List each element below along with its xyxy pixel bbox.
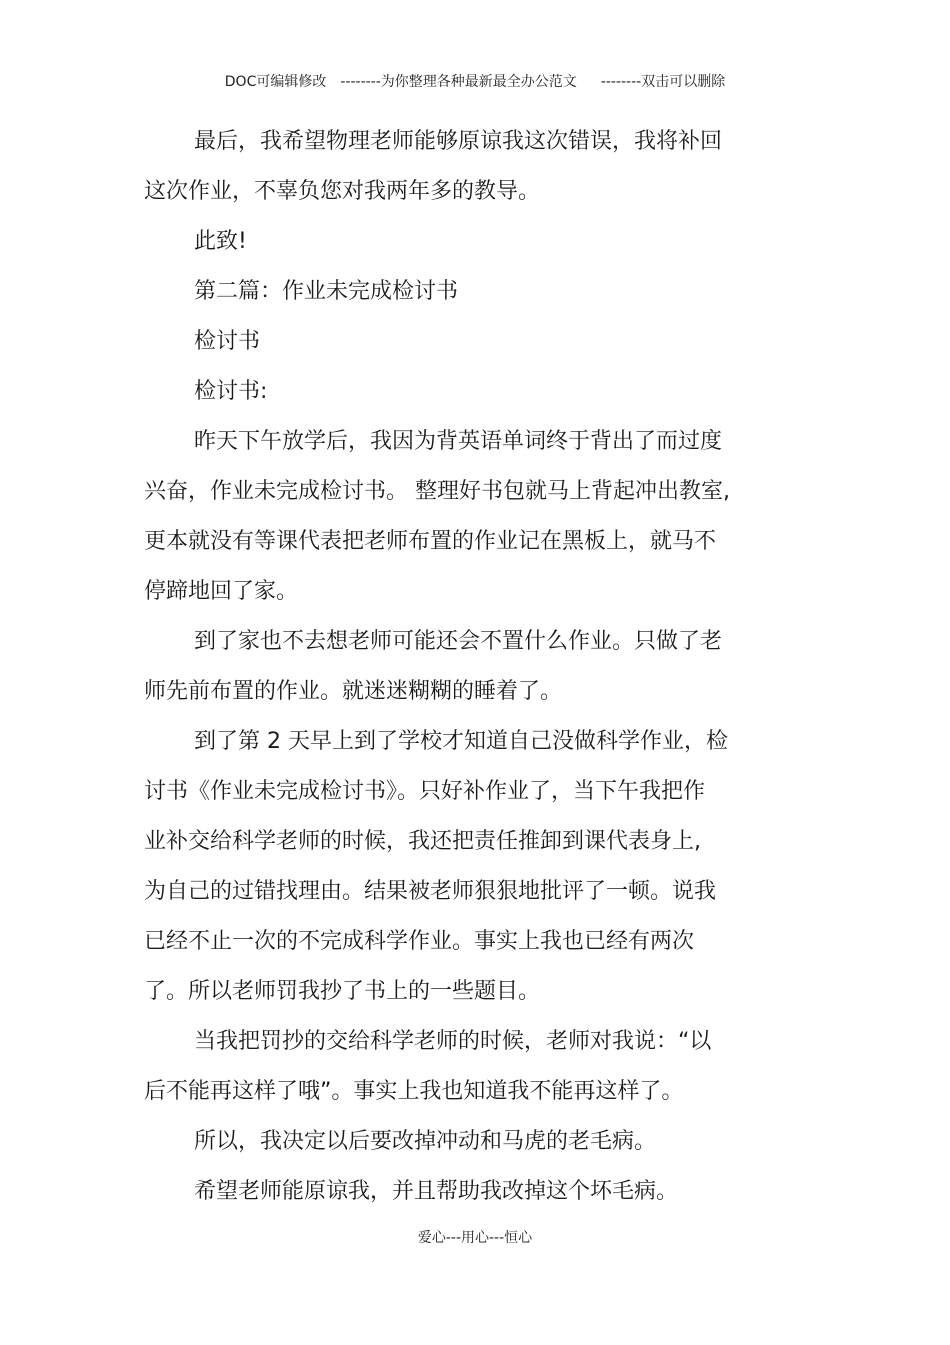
paragraph-line: 讨书《作业未完成检讨书》。只好补作业了，当下午我把作 [144,779,706,804]
paragraph-line: 当我把罚抄的交给科学老师的时候，老师对我说：“以 [194,1029,712,1054]
paragraph-line: 希望老师能原谅我，并且帮助我改掉这个坏毛病。 [194,1179,679,1204]
paragraph-line: 兴奋，作业未完成检讨书。 整理好书包就马上背起冲出教室, [144,479,730,504]
document-title: 检讨书 [194,329,261,354]
header-doc-label: DOC可编辑修改 [224,74,327,90]
paragraph-line: 了。所以老师罚我抄了书上的一些题目。 [144,979,541,1004]
section-heading: 第二篇：作业未完成检讨书 [194,279,459,304]
paragraph-line: 业补交给科学老师的时候，我还把责任推卸到课代表身上, [144,829,701,854]
paragraph-line: 所以，我决定以后要改掉冲动和马虎的老毛病。 [194,1129,657,1154]
paragraph-line: 更本就没有等课代表把老师布置的作业记在黑板上，就马不 [144,529,717,554]
paragraph-line: 已经不止一次的不完成科学作业。事实上我也已经有两次 [144,929,695,954]
page-footer: 爱心---用心---恒心 [417,1230,533,1246]
page-header [0,72,950,92]
header-delete-hint: --------双击可以删除 [600,74,726,90]
paragraph-line: 昨天下午放学后，我因为背英语单词终于背出了而过度 [194,429,723,454]
paragraph-line: 到了家也不去想老师可能还会不置什么作业。只做了老 [194,629,723,654]
paragraph-line: 最后，我希望物理老师能够原谅我这次错误，我将补回 [194,129,723,154]
header-tagline: --------为你整理各种最新最全办公范文 [340,74,577,90]
paragraph-line: 到了第 2 天早上到了学校才知道自己没做科学作业，检 [194,729,728,754]
paragraph-line: 这次作业，不辜负您对我两年多的教导。 [144,179,541,204]
paragraph-line: 后不能再这样了哦”。事实上我也知道我不能再这样了。 [144,1079,684,1104]
document-title-label: 检讨书: [194,379,268,404]
paragraph-line: 为自己的过错找理由。结果被老师狠狠地批评了一顿。说我 [144,879,717,904]
paragraph-line: 停蹄地回了家。 [144,579,299,604]
paragraph-line: 师先前布置的作业。就迷迷糊糊的睡着了。 [144,679,563,704]
closing-salutation: 此致! [194,229,247,254]
